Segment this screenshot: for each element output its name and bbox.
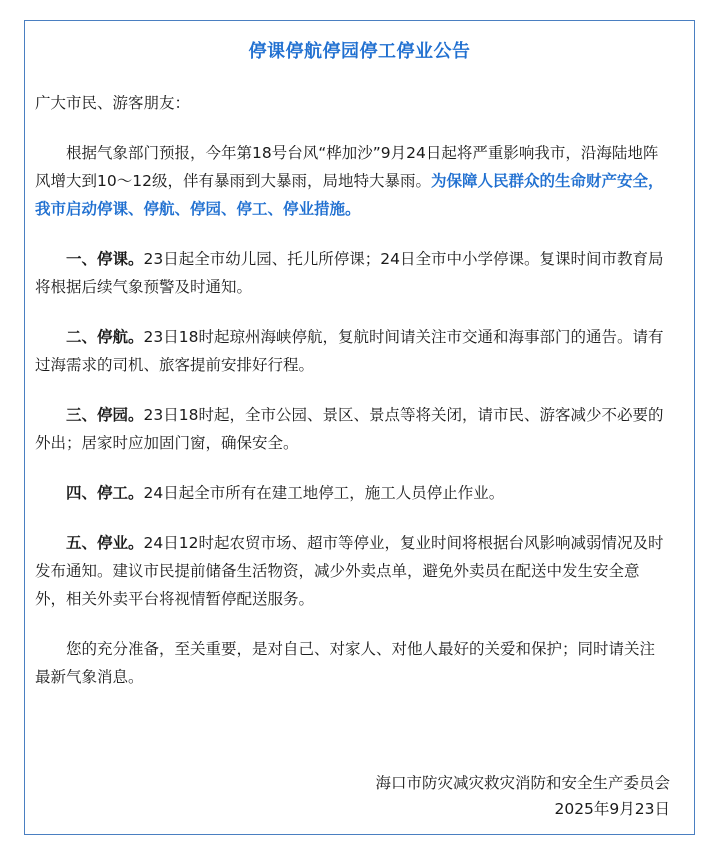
signature-block [375,770,670,822]
intro-paragraph [35,139,668,223]
notice-frame [24,20,695,835]
notice-title: 停课停航停园停工停业公告 [248,41,471,62]
item-text: 23日起全市幼儿园、托儿所停课；24日全市中小学停课。复课时间市教育局将根据后续气象预警及时通知。 [35,250,664,296]
item-text: 23日18时起琼州海峡停航，复航时间请关注市交通和海事部门的通告。请有过海需求的司机、旅客提前安排好行程。 [35,328,664,374]
greeting: 广大市民、游客朋友： [35,94,191,112]
item-suspend-work [35,479,668,507]
closing-paragraph: 您的充分准备，至关重要，是对自己、对家人、对他人最好的关爱和保护；同时请关注最新气象消息。 [35,640,656,686]
item-suspend-business [35,529,668,613]
item-close-parks [35,401,668,457]
item-text: 24日12时起农贸市场、超市等停业，复业时间将根据台风影响减弱情况及时发布通知。建议市民提前储备生活物资，减少外卖点单，避免外卖员在配送中发生安全意外，相关外卖平台将视情暂停配送服务。 [35,534,664,608]
item-text: 23日18时起，全市公园、景区、景点等将关闭，请市民、游客减少不必要的外出；居家时应加固门窗，确保安全。 [35,406,664,452]
item-text: 24日起全市所有在建工地停工，施工人员停止作业。 [143,484,505,502]
signature-org: 海口市防灾减灾救灾消防和安全生产委员会 [375,774,670,792]
intro-highlight: 为保障人民群众的生命财产安全，我市启动停课、停航、停园、停工、停业措施。 [35,172,664,218]
item-suspend-ferry [35,323,668,379]
signature-date: 2025年9月23日 [554,800,670,818]
item-suspend-classes [35,245,668,301]
item-heading: 二、停航。 [66,328,144,346]
intro-text: 根据气象部门预报，今年第18号台风“桦加沙”9月24日起将严重影响我市，沿海陆地阵风增大到10～12级，伴有暴雨到大暴雨，局地特大暴雨。 [35,144,659,190]
item-heading: 四、停工。 [66,484,144,502]
item-heading: 一、停课。 [66,250,144,268]
notice-body [35,89,668,691]
item-heading: 五、停业。 [66,534,144,552]
item-heading: 三、停园。 [66,406,144,424]
